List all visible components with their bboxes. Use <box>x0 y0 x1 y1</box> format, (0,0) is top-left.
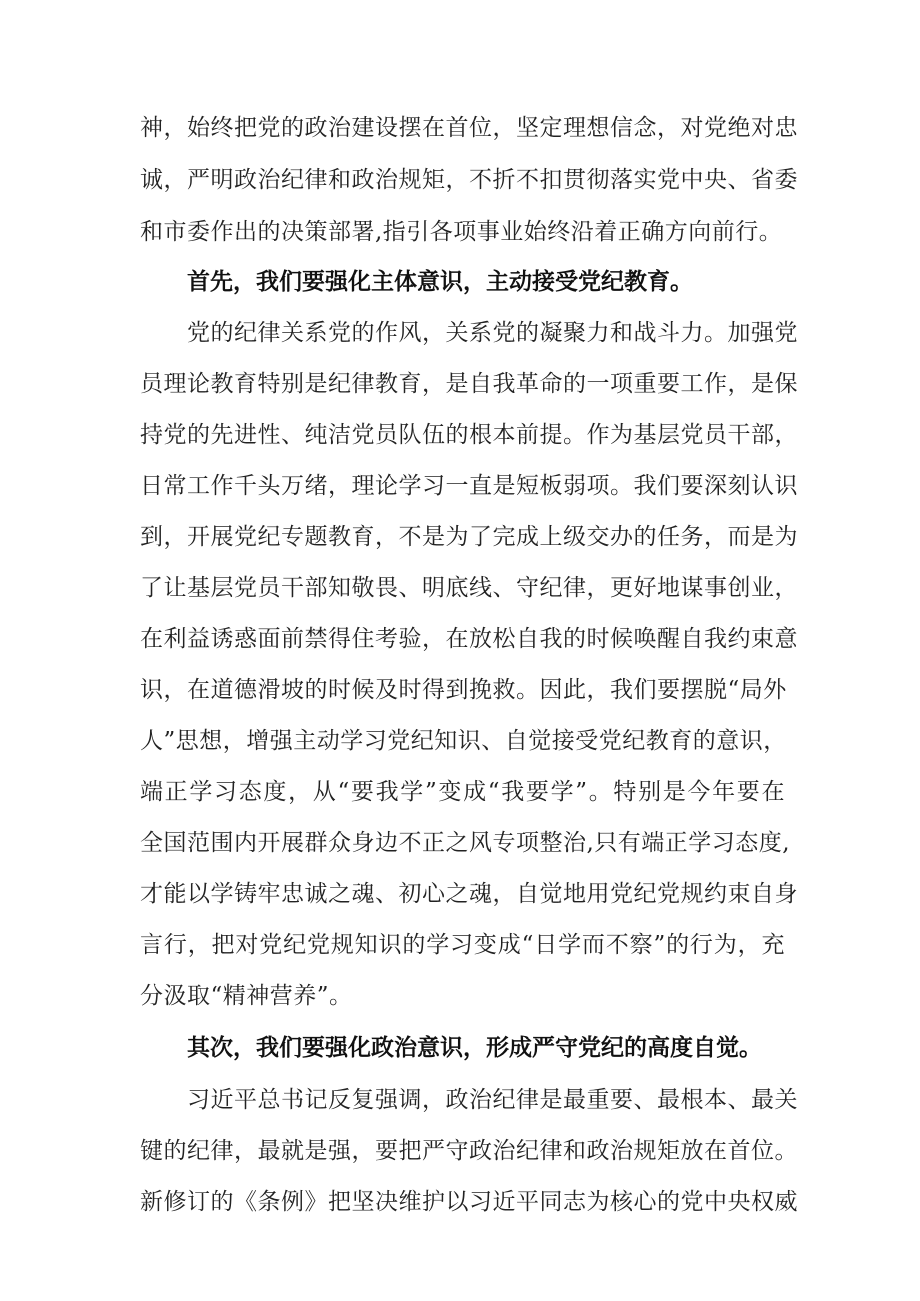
text-line: 分汲取“精神营养”。 <box>140 983 353 1009</box>
text-line: 神，始终把党的政治建设摆在首位，坚定理想信念，对党绝对忠 <box>140 115 798 141</box>
text-line: 到，开展党纪专题教育，不是为了完成上级交办的任务，而是为 <box>140 524 798 550</box>
text-line: 党的纪律关系党的作风，关系党的凝聚力和战斗力。加强党 <box>187 320 798 346</box>
text-line: 言行，把对党纪党规知识的学习变成“日学而不察”的行为，充 <box>140 932 785 958</box>
text-line: 习近平总书记反复强调，政治纪律是最重要、最根本、最关 <box>187 1087 798 1113</box>
text-line: 新修订的《条例》把坚决维护以习近平同志为核心的党中央权威 <box>140 1189 798 1215</box>
section-heading: 首先，我们要强化主体意识，主动接受党纪教育。 <box>187 269 693 295</box>
text-line: 人”思想，增强主动学习党纪知识、自觉接受党纪教育的意识， <box>140 728 787 754</box>
text-line: 识，在道德滑坡的时候及时得到挽救。因此，我们要摆脱“局外 <box>140 677 787 703</box>
text-line: 全国范围内开展群众身边不正之风专项整治,只有端正学习态度, <box>140 830 791 856</box>
text-line: 日常工作千头万绪，理论学习一直是短板弱项。我们要深刻认识 <box>140 473 798 499</box>
text-line: 员理论教育特别是纪律教育，是自我革命的一项重要工作，是保 <box>140 371 798 397</box>
text-line: 端正学习态度，从“要我学”变成“我要学”。特别是今年要在 <box>140 779 785 805</box>
text-line: 在利益诱惑面前禁得住考验，在放松自我的时候唤醒自我约束意 <box>140 626 798 652</box>
text-line: 才能以学铸牢忠诚之魂、初心之魂，自觉地用党纪党规约束自身 <box>140 881 798 907</box>
text-line: 和市委作出的决策部署,指引各项事业始终沿着正确方向前行。 <box>140 219 783 245</box>
section-heading: 其次，我们要强化政治意识，形成严守党纪的高度自觉。 <box>187 1035 762 1061</box>
text-line: 诚，严明政治纪律和政治规矩，不折不扣贯彻落实党中央、省委 <box>140 167 798 193</box>
text-line: 持党的先进性、纯洁党员队伍的根本前提。作为基层党员干部， <box>140 422 798 448</box>
text-line: 键的纪律，最就是强，要把严守政治纪律和政治规矩放在首位。 <box>140 1138 798 1164</box>
text-line: 了让基层党员干部知敬畏、明底线、守纪律，更好地谋事创业， <box>140 575 798 601</box>
